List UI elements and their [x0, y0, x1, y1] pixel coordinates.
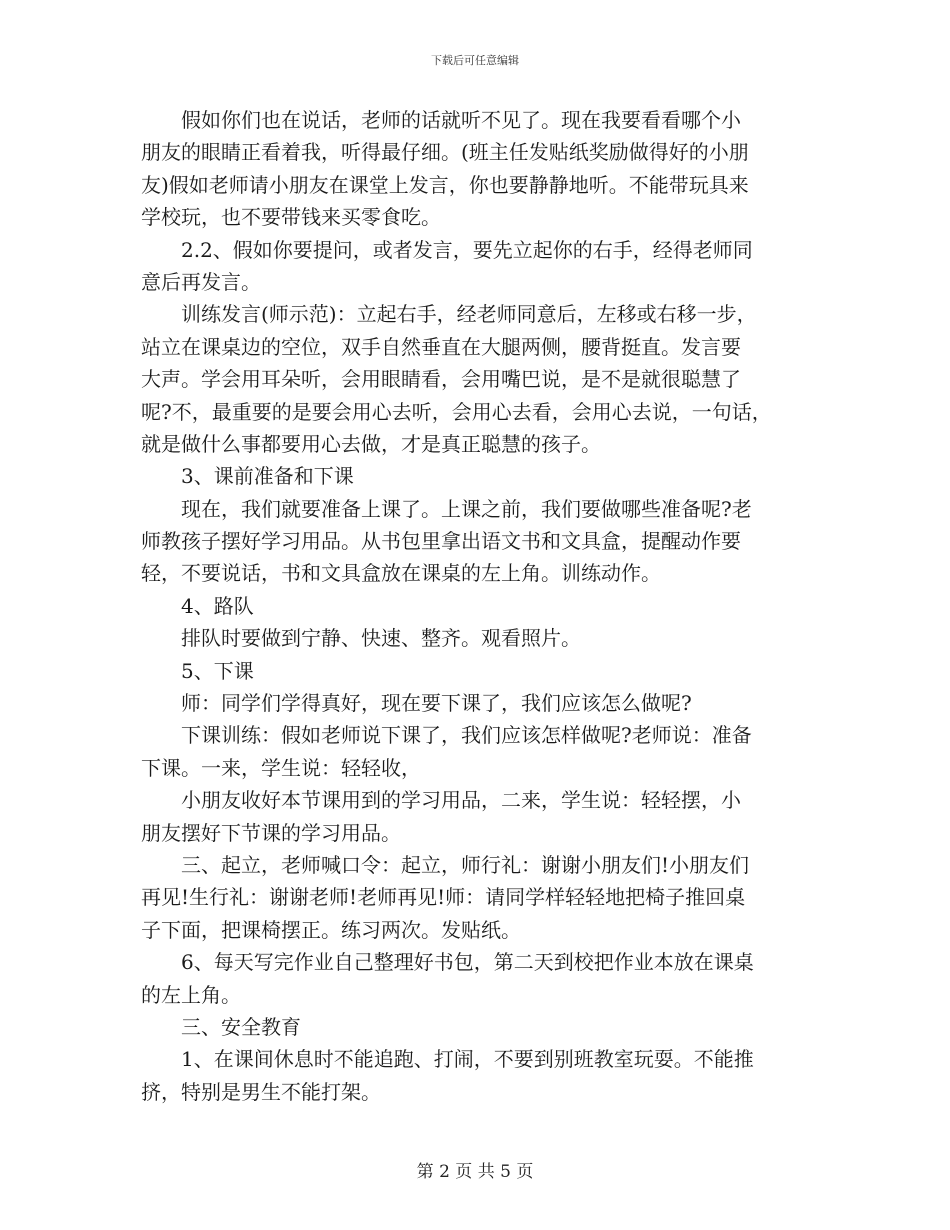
- text-line: 意后再发言。: [141, 269, 261, 294]
- text-line: 5、下课: [141, 658, 254, 683]
- text-line: 呢?不，最重要的是要会用心去听，会用心去看，会用心去说，一句话，: [141, 399, 772, 424]
- text-line: 2.2、假如你要提问，或者发言，要先立起你的右手，经得老师同: [141, 237, 753, 262]
- text-line: 3、课前准备和下课: [141, 464, 354, 489]
- text-line: 学校玩，也不要带钱来买零食吃。: [141, 205, 441, 230]
- text-line: 子下面，把课椅摆正。练习两次。发贴纸。: [141, 917, 521, 942]
- page-header: 下载后可任意编辑: [431, 54, 519, 67]
- text-line: 就是做什么事都要用心去做，才是真正聪慧的孩子。: [141, 431, 601, 456]
- text-line: 的左上角。: [141, 982, 241, 1007]
- text-line: 1、在课间休息时不能追跑、打闹，不要到别班教室玩耍。不能推: [141, 1047, 754, 1072]
- text-line: 小朋友收好本节课用到的学习用品，二来，学生说：轻轻摆，小: [141, 788, 741, 813]
- text-line: 三、起立，老师喊口令：起立，师行礼：谢谢小朋友们!小朋友们: [141, 852, 750, 877]
- text-line: 下课训练：假如老师说下课了，我们应该怎样做呢?老师说：准备: [141, 723, 752, 748]
- text-line: 朋友摆好下节课的学习用品。: [141, 820, 401, 845]
- text-line: 三、安全教育: [141, 1014, 301, 1039]
- text-line: 大声。学会用耳朵听，会用眼睛看，会用嘴巴说，是不是就很聪慧了: [141, 367, 741, 392]
- text-line: 再见!生行礼：谢谢老师!老师再见!师：请同学样轻轻地把椅子推回桌: [141, 885, 746, 910]
- text-line: 师教孩子摆好学习用品。从书包里拿出语文书和文具盒，提醒动作要: [141, 529, 741, 554]
- text-line: 友)假如老师请小朋友在课堂上发言，你也要静静地听。不能带玩具来: [141, 172, 749, 197]
- text-line: 现在，我们就要准备上课了。上课之前，我们要做哪些准备呢?老: [141, 496, 752, 521]
- document-body: [141, 104, 811, 1108]
- text-line: 挤，特别是男生不能打架。: [141, 1079, 381, 1104]
- text-line: 朋友的眼睛正看着我，听得最仔细。(班主任发贴纸奖励做得好的小朋: [141, 140, 749, 165]
- text-line: 站立在课桌边的空位，双手自然垂直在大腿两侧，腰背挺直。发言要: [141, 334, 741, 359]
- text-line: 假如你们也在说话，老师的话就听不见了。现在我要看看哪个小: [141, 108, 741, 132]
- page-number-footer: 第 2 页 共 5 页: [416, 1162, 534, 1182]
- text-line: 下课。一来，学生说：轻轻收，: [141, 755, 421, 780]
- text-line: 4、路队: [141, 593, 254, 618]
- text-line: 师：同学们学得真好，现在要下课了，我们应该怎么做呢?: [141, 691, 692, 716]
- text-line: 训练发言(师示范)：立起右手，经老师同意后，左移或右移一步，: [141, 302, 757, 327]
- text-line: 排队时要做到宁静、快速、整齐。观看照片。: [141, 626, 581, 651]
- text-line: 6、每天写完作业自己整理好书包，第二天到校把作业本放在课桌: [141, 950, 754, 975]
- text-line: 轻，不要说话，书和文具盒放在课桌的左上角。训练动作。: [141, 561, 661, 586]
